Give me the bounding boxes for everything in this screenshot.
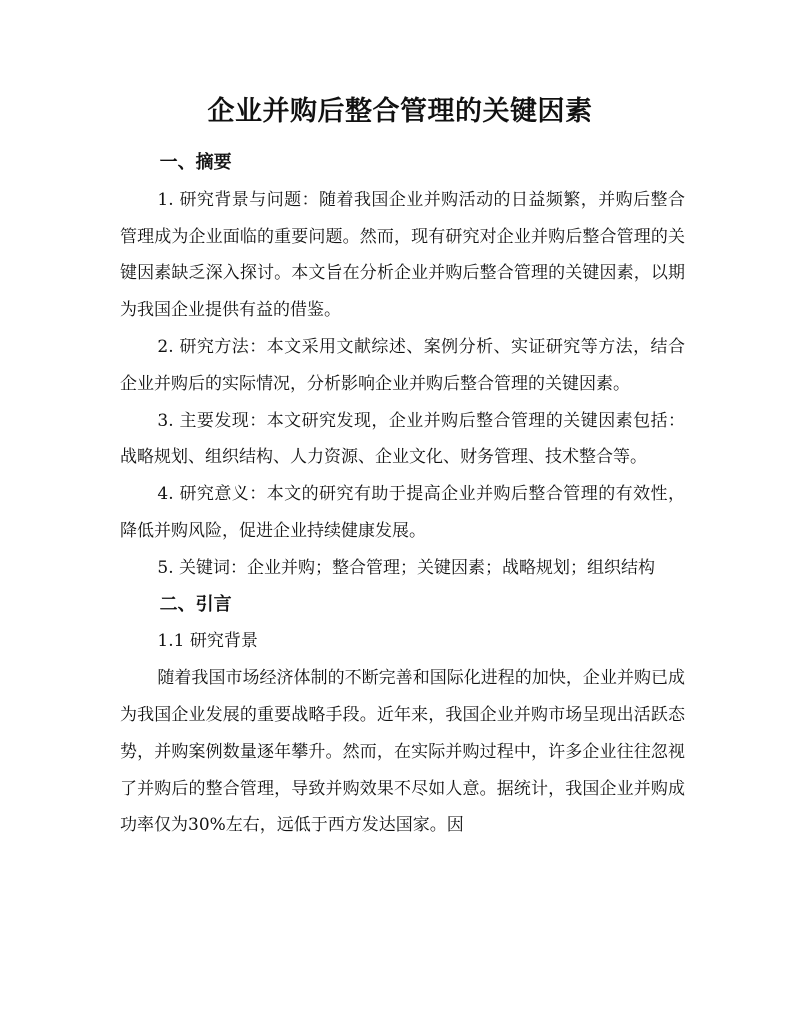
abstract-item-5: 5. 关键词：企业并购；整合管理；关键因素；战略规划；组织结构	[157, 557, 656, 578]
abstract-item-4: 4. 研究意义：本文的研究有助于提高企业并购后整合管理的有效性，降低并购风险，促进企业持续健康发展。	[120, 484, 685, 541]
subsection-heading-research-background: 1.1 研究背景	[157, 631, 258, 652]
section-heading-abstract: 一、摘要	[159, 152, 232, 173]
document-body	[120, 145, 685, 844]
intro-paragraph: 随着我国市场经济体制的不断完善和国际化进程的加快，企业并购已成为我国企业发展的重要战略手段。近年来，我国企业并购市场呈现出活跃态势，并购案例数量逐年攀升。然而，在实际并购过程中，许多企业往往忽视了并购后的整合管理，导致并购效果不尽如人意。据统计，我国企业并购成功率仅为30%左右，远低于西方发达国家。因	[120, 668, 685, 836]
abstract-item-1: 1. 研究背景与问题：随着我国企业并购活动的日益频繁，并购后整合管理成为企业面临的重要问题。然而，现有研究对企业并购后整合管理的关键因素缺乏深入探讨。本文旨在分析企业并购后整合管理的关键因素，以期为我国企业提供有益的借鉴。	[120, 189, 685, 321]
document-title: 企业并购后整合管理的关键因素	[207, 96, 593, 127]
abstract-item-3: 3. 主要发现：本文研究发现，企业并购后整合管理的关键因素包括：战略规划、组织结构、人力资源、企业文化、财务管理、技术整合等。	[120, 410, 685, 468]
section-heading-introduction: 二、引言	[159, 593, 232, 615]
abstract-item-2: 2. 研究方法：本文采用文献综述、案例分析、实证研究等方法，结合企业并购后的实际情况，分析影响企业并购后整合管理的关键因素。	[120, 336, 685, 394]
